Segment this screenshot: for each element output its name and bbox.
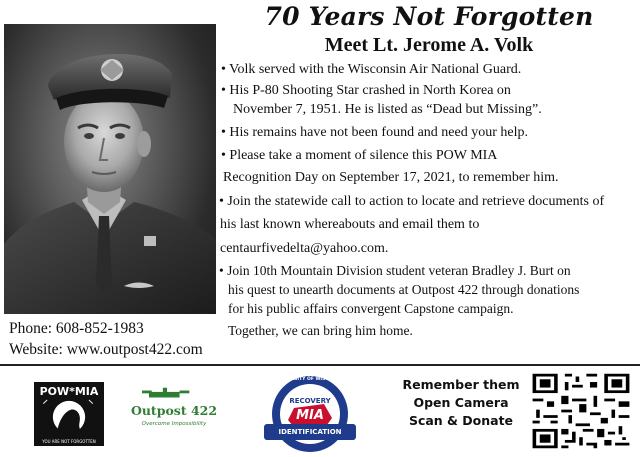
footer-divider bbox=[0, 364, 640, 366]
bullet-crash: • His P-80 Shooting Star crashed in North Korea on bbox=[221, 83, 511, 98]
bullet-capstone: for his public affairs convergent Capstone campaign. bbox=[228, 301, 514, 316]
cta-open-camera: Open Camera bbox=[413, 395, 509, 410]
cta-remember: Remember them bbox=[402, 377, 520, 392]
contact-email[interactable]: centaurfivedelta@yahoo.com. bbox=[220, 241, 389, 256]
closing-line: Together, we can bring him home. bbox=[228, 323, 413, 338]
cta-scan-donate: Scan & Donate bbox=[408, 413, 514, 428]
donate-call-to-action bbox=[396, 376, 526, 430]
bullet-silence: • Please take a moment of silence this POW MIA bbox=[221, 148, 498, 163]
pow-mia-logo: POW*MIA YOU ARE NOT FORGOTTEN bbox=[34, 382, 104, 446]
headline-title: 70 Years Not Forgotten bbox=[264, 2, 594, 31]
phone-number[interactable]: Phone: 608-852-1983 bbox=[9, 320, 144, 337]
bullet-call-to-action: • Join the statewide call to action to locate and retrieve documents of bbox=[219, 194, 605, 209]
donation-qr-code[interactable] bbox=[529, 371, 633, 451]
website-link[interactable]: Website: www.outpost422.com bbox=[9, 341, 203, 358]
uw-recovery-mia-logo: UNIVERSITY OF WISCONSIN RECOVERY MIA IDENTIFICATION bbox=[258, 370, 362, 454]
bullet-service: • Volk served with the Wisconsin Air National Guard. bbox=[221, 62, 522, 77]
bullet-crash-continued: November 7, 1951. He is listed as “Dead but Missing”. bbox=[233, 102, 542, 117]
bullet-silence-continued: Recognition Day on September 17, 2021, to remember him. bbox=[223, 170, 559, 185]
bullet-call-to-action-continued: his last known whereabouts and email them to bbox=[220, 217, 480, 232]
outpost-motto: Overcome Impossibility bbox=[141, 421, 207, 427]
bullet-student-veteran-continued: his quest to unearth documents at Outpost 422 through donations bbox=[228, 282, 580, 297]
outpost-422-logo bbox=[128, 386, 220, 432]
outpost-logo-text: Outpost 422 bbox=[130, 403, 218, 418]
portrait-photo bbox=[4, 24, 216, 314]
headline-subtitle: Meet Lt. Jerome A. Volk bbox=[324, 34, 534, 56]
bullet-remains: • His remains have not been found and need your help. bbox=[221, 125, 528, 140]
bullet-student-veteran: • Join 10th Mountain Division student veteran Bradley J. Burt on bbox=[219, 263, 571, 278]
